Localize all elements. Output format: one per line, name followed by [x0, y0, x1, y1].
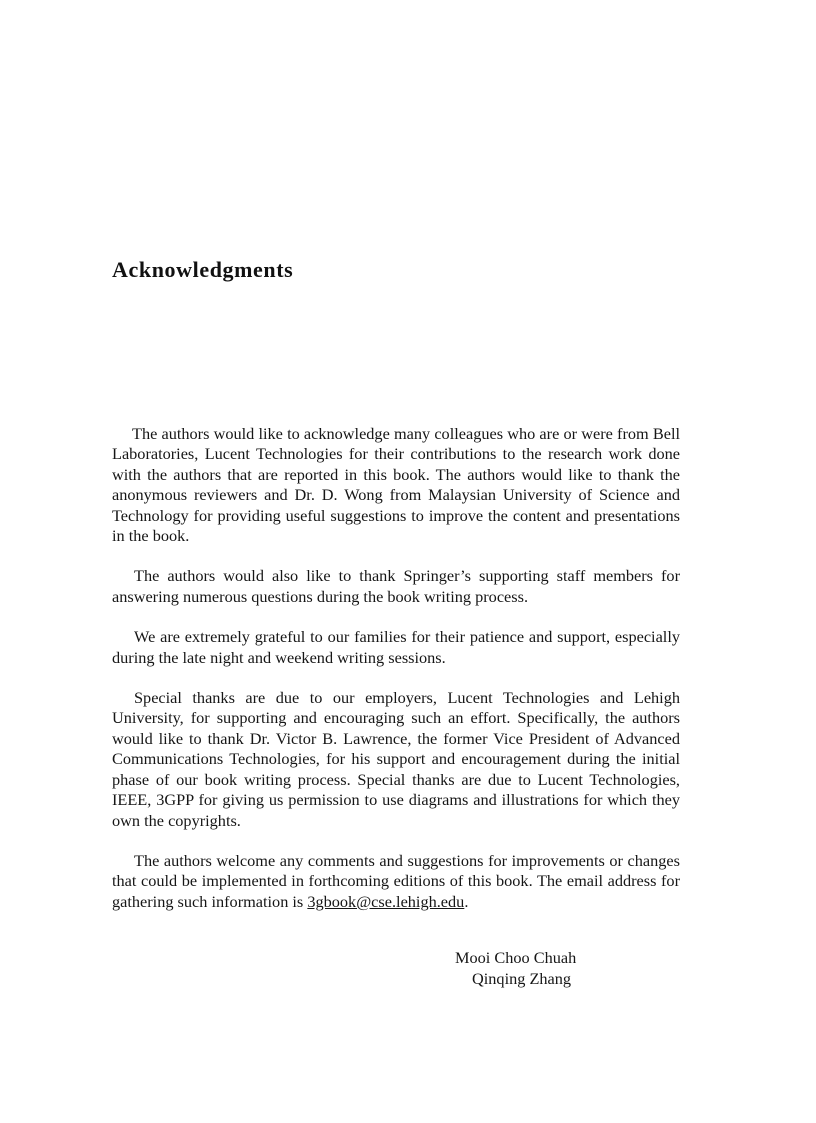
page-title: Acknowledgments [112, 257, 294, 282]
paragraph-colleagues: The authors would like to acknowledge many colleagues who are or were from Bell Laboratories, Lucent Technologies for their contributions to the research work done with the authors that are reported in this book. The authors would like to thank the anonymous reviewers and Dr. D. Wong from Malaysian University of Science and Technology for providing useful suggestions to improve the content and presentations in the book. [112, 424, 680, 546]
acknowledgments-body [112, 424, 680, 932]
paragraph-families: We are extremely grateful to our families for their patience and support, especially during the late night and weekend writing sessions. [112, 627, 680, 667]
paragraph-springer-staff: The authors would also like to thank Springer’s supporting staff members for answering numerous questions during the book writing process. [112, 566, 680, 606]
author-name-1: Mooi Choo Chuah [455, 948, 577, 967]
author-signatures [455, 947, 576, 989]
paragraph-feedback [112, 851, 680, 912]
feedback-text: The authors welcome any comments and suggestions for improvements or changes that could be implemented in forthcoming editions of this book. The email address for gathering such information is [112, 850, 680, 911]
paragraph-employers: Special thanks are due to our employers, Lucent Technologies and Lehigh University, for supporting and encouraging such an effort. Specifically, the authors would like to thank Dr. Victor B. Lawrence, the former Vice President of Advanced Communications Technologies, for his support and encouragement during the initial phase of our book writing process. Special thanks are due to Lucent Technologies, IEEE, 3GPP for giving us permission to use diagrams and illustrations for which they own the copyrights. [112, 688, 680, 830]
email-link[interactable]: 3gbook@cse.lehigh.edu [307, 891, 465, 911]
author-name-2: Qinqing Zhang [472, 969, 572, 988]
feedback-period: . [464, 891, 469, 911]
